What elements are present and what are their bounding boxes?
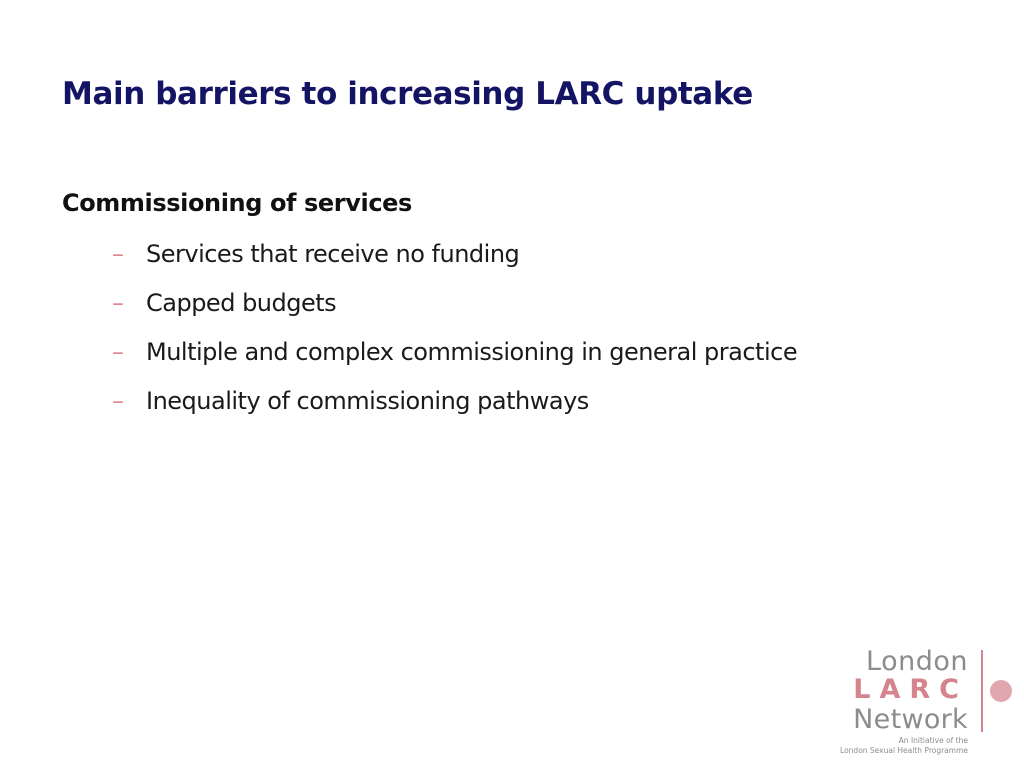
bullet-list <box>112 237 797 433</box>
logo-circle-icon <box>990 680 1012 702</box>
logo-tagline-line1: An Initiative of the <box>898 736 968 745</box>
bullet-item <box>112 384 797 433</box>
dash-bullet-icon: – <box>112 240 124 268</box>
dash-bullet-icon: – <box>112 338 124 366</box>
london-larc-network-logo <box>836 646 1018 758</box>
logo-tagline-line2: London Sexual Health Programme <box>840 746 968 755</box>
bullet-text: Capped budgets <box>146 289 337 317</box>
dash-bullet-icon: – <box>112 387 124 415</box>
bullet-item <box>112 335 797 384</box>
logo-line-network: Network <box>853 704 968 735</box>
bullet-item <box>112 286 797 335</box>
logo-divider-bar <box>981 650 983 732</box>
dash-bullet-icon: – <box>112 289 124 317</box>
section-heading: Commissioning of services <box>62 189 412 217</box>
bullet-text: Multiple and complex commissioning in general practice <box>146 338 798 366</box>
bullet-item <box>112 237 797 286</box>
logo-line-larc: LARC <box>853 674 968 705</box>
slide-title: Main barriers to increasing LARC uptake <box>62 76 753 112</box>
logo-line-london: London <box>866 646 968 677</box>
bullet-text: Services that receive no funding <box>146 240 520 268</box>
bullet-text: Inequality of commissioning pathways <box>146 387 589 415</box>
logo-tagline <box>840 736 968 756</box>
